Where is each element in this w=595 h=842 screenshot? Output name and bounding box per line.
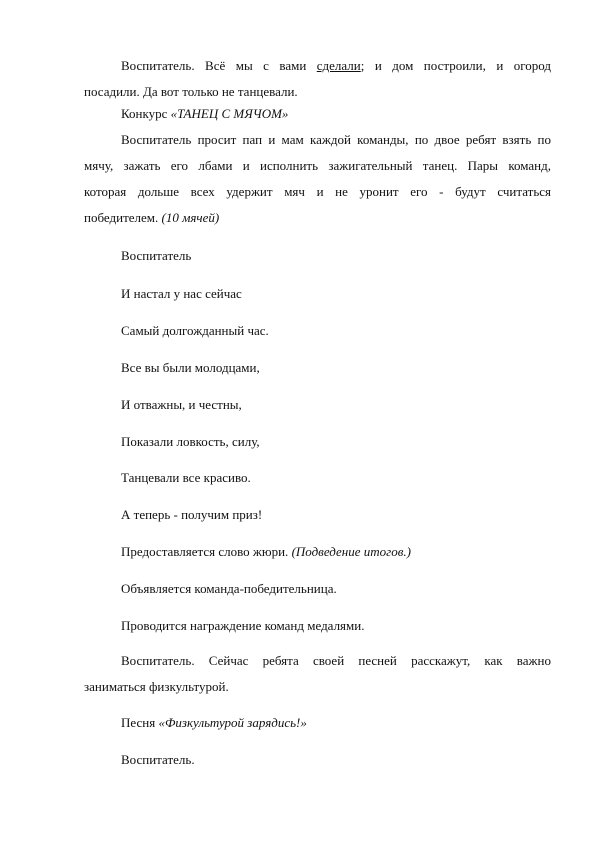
verse-line-2: Самый долгожданный час. bbox=[121, 323, 269, 338]
awards-line: Проводится награждение команд медалями. bbox=[121, 618, 365, 633]
rules-line-3: которая дольше всех удержит мяч и не уронит его - будут считаться bbox=[84, 184, 551, 199]
text-run: Воспитатель. Всё мы с вами bbox=[121, 58, 317, 73]
verse-line-5: Показали ловкость, силу, bbox=[121, 434, 260, 449]
paragraph-song-intro bbox=[84, 648, 551, 700]
song-intro-line-2: заниматься физкультурой. bbox=[84, 679, 229, 694]
song-intro-line-1: Воспитатель. Сейчас ребята своей песней расскажут, как важно bbox=[121, 653, 551, 668]
verse-line-6: Танцевали все красиво. bbox=[121, 470, 251, 485]
final-speaker-label: Воспитатель. bbox=[121, 752, 195, 767]
text-run: Предоставляется слово жюри. bbox=[121, 544, 292, 559]
verse-line-7: А теперь - получим приз! bbox=[121, 507, 263, 522]
paragraph-contest-rules bbox=[84, 127, 551, 231]
verse-line-3: Все вы были молодцами, bbox=[121, 360, 260, 375]
rules-line-2: мячу, зажать его лбами и исполнить зажигательный танец. Пары команд, bbox=[84, 158, 551, 173]
rules-line-4 bbox=[84, 205, 551, 231]
italic-note: (10 мячей) bbox=[161, 210, 220, 225]
contest-heading bbox=[121, 104, 288, 124]
winner-line: Объявляется команда-победительница. bbox=[121, 581, 337, 596]
contest-title: «ТАНЕЦ С МЯЧОМ» bbox=[170, 106, 289, 121]
verse-line-1: И настал у нас сейчас bbox=[121, 286, 242, 301]
italic-note: (Подведение итогов.) bbox=[291, 544, 411, 559]
verse-line-4: И отважны, и честны, bbox=[121, 397, 242, 412]
text-run: победителем. bbox=[84, 210, 162, 225]
contest-prefix: Конкурс bbox=[121, 106, 171, 121]
text-run: ; и дом построили, и огород bbox=[360, 58, 551, 73]
paragraph-intro-line-2: посадили. Да вот только не танцевали. bbox=[84, 84, 298, 99]
paragraph-intro-line-1 bbox=[84, 53, 551, 79]
underlined-word: сделали bbox=[316, 58, 361, 73]
rules-line-1: Воспитатель просит пап и мам каждой команды, по двое ребят взять по bbox=[121, 132, 551, 147]
jury-line bbox=[121, 542, 411, 562]
song-title: «Физкультурой зарядись!» bbox=[158, 715, 307, 730]
paragraph-intro bbox=[84, 53, 551, 105]
speaker-label: Воспитатель bbox=[121, 248, 192, 263]
song-prefix: Песня bbox=[121, 715, 159, 730]
song-heading bbox=[121, 713, 307, 733]
